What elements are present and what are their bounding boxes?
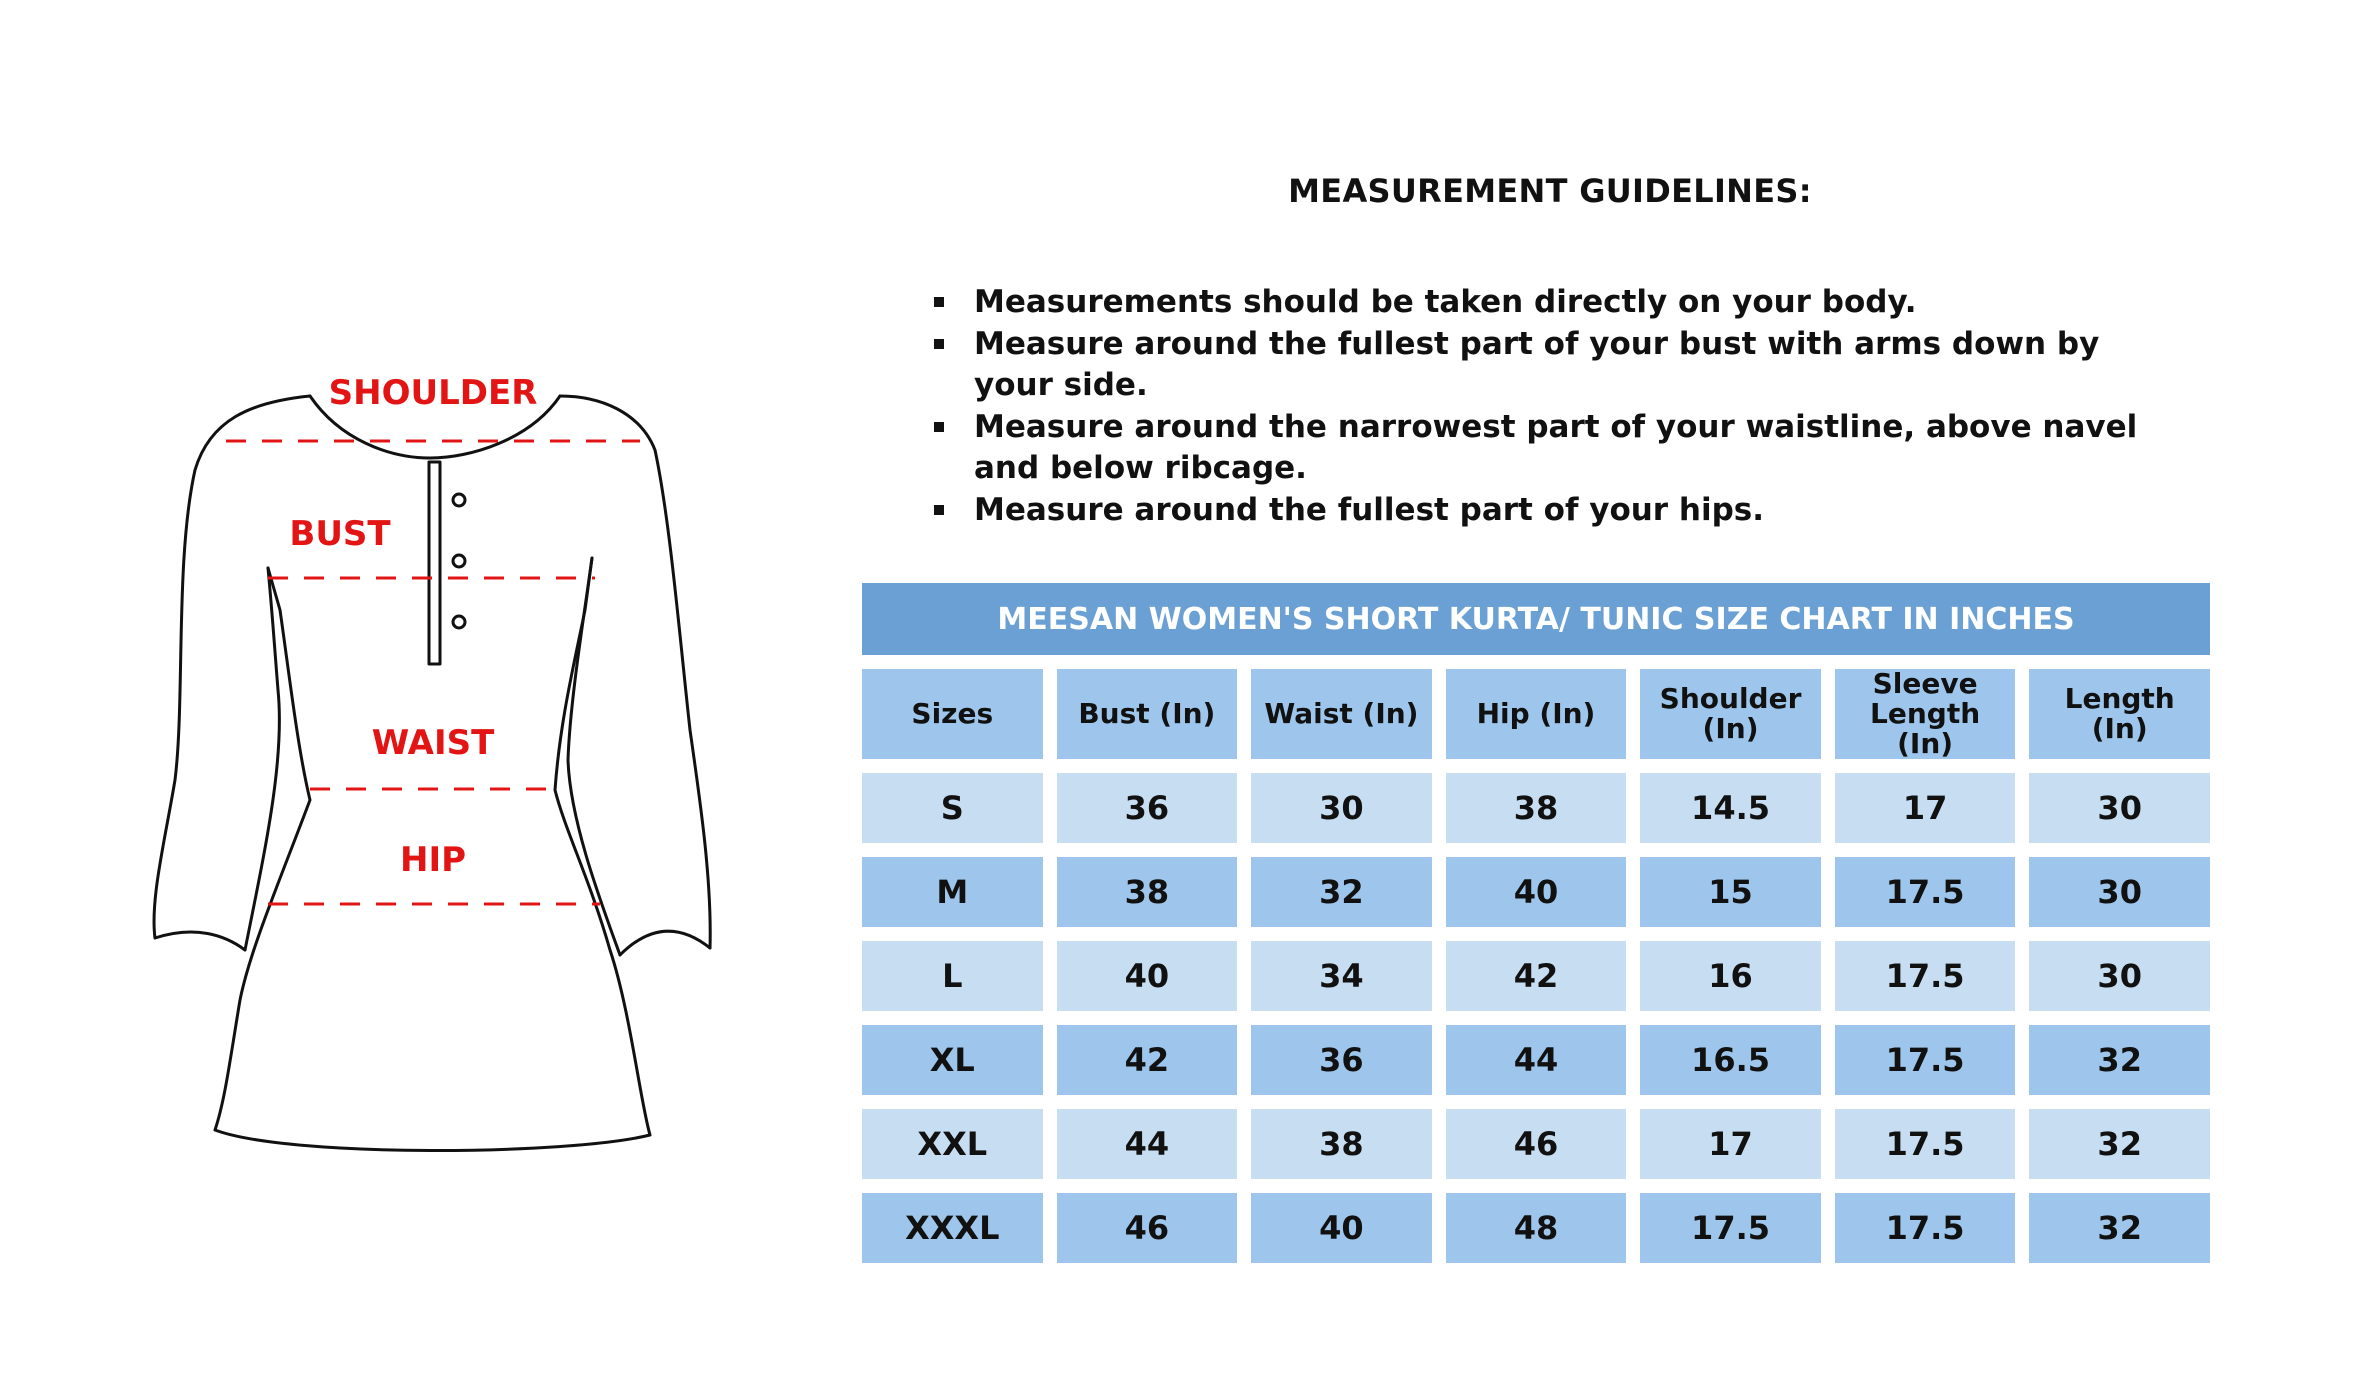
column-header: Hip (In) [1446,669,1627,759]
table-cell: 44 [1446,1025,1627,1095]
guideline-item [932,407,2172,489]
table-cell: 32 [1251,857,1432,927]
table-cell: 36 [1251,1025,1432,1095]
table-cell: 30 [2029,941,2210,1011]
table-cell: 34 [1251,941,1432,1011]
table-cell: L [862,941,1043,1011]
table-cell: 17.5 [1835,1025,2016,1095]
right-body-side [555,558,650,1135]
button [453,555,465,567]
guideline-text: Measure around the fullest part of your bust with arms down by your side. [974,326,2100,403]
table-cell: 38 [1446,773,1627,843]
kurta-diagram [0,0,760,1379]
guideline-text: Measure around the fullest part of your hips. [974,492,1765,528]
table-cell: 42 [1446,941,1627,1011]
table-cell: 40 [1057,941,1238,1011]
table-cell: 14.5 [1640,773,1821,843]
column-header: Sleeve Length (In) [1835,669,2016,759]
guideline-text: Measure around the narrowest part of your waistline, above navel and below ribcage. [974,409,2138,486]
size-chart-table [848,569,2224,1277]
guidelines-title: MEASUREMENT GUIDELINES: [1288,172,1812,210]
table-cell: 30 [2029,857,2210,927]
table-cell: 16.5 [1640,1025,1821,1095]
button [453,494,465,506]
table-cell: 17 [1640,1109,1821,1179]
table-cell: 30 [1251,773,1432,843]
bust-label: BUST [289,514,391,554]
left-cuff [155,932,245,950]
table-cell: 17.5 [1835,1109,2016,1179]
waist-label: WAIST [371,723,495,763]
table-row [862,1193,2210,1263]
table-cell: 38 [1057,857,1238,927]
table-cell: 48 [1446,1193,1627,1263]
placket [429,462,440,664]
kurta-outline-illustration [0,0,760,1379]
table-cell: 44 [1057,1109,1238,1179]
table-row [862,941,2210,1011]
table-cell: S [862,773,1043,843]
column-header: Shoulder (In) [1640,669,1821,759]
column-header: Waist (In) [1251,669,1432,759]
table-row [862,773,2210,843]
left-body-side [215,568,310,1130]
table-cell: XXL [862,1109,1043,1179]
bullet-icon [934,297,944,307]
table-cell: 30 [2029,773,2210,843]
table-cell: 36 [1057,773,1238,843]
table-cell: 40 [1446,857,1627,927]
table-cell: 15 [1640,857,1821,927]
table-cell: 32 [2029,1109,2210,1179]
table-cell: 17.5 [1640,1193,1821,1263]
bullet-icon [934,339,944,349]
guideline-item [932,324,2172,406]
table-cell: 17 [1835,773,2016,843]
table-row [862,1109,2210,1179]
table-cell: 17.5 [1835,1193,2016,1263]
table-cell: XXXL [862,1193,1043,1263]
table-cell: 40 [1251,1193,1432,1263]
table-cell: 32 [2029,1025,2210,1095]
table-cell: XL [862,1025,1043,1095]
button [453,616,465,628]
column-header: Sizes [862,669,1043,759]
right-cuff [620,931,710,955]
size-chart-title: MEESAN WOMEN'S SHORT KURTA/ TUNIC SIZE CHART IN INCHES [862,583,2210,655]
hip-label: HIP [399,840,467,880]
table-cell: 17.5 [1835,857,2016,927]
guideline-item [932,282,2172,323]
table-cell: M [862,857,1043,927]
column-header: Length (In) [2029,669,2210,759]
table-cell: 32 [2029,1193,2210,1263]
table-row [862,1025,2210,1095]
guidelines-list [932,282,2172,532]
table-cell: 38 [1251,1109,1432,1179]
table-cell: 42 [1057,1025,1238,1095]
table-cell: 46 [1446,1109,1627,1179]
column-header: Bust (In) [1057,669,1238,759]
table-cell: 16 [1640,941,1821,1011]
shoulder-label: SHOULDER [328,373,538,413]
bullet-icon [934,505,944,515]
hem [215,1130,650,1151]
table-cell: 46 [1057,1193,1238,1263]
guideline-item [932,490,2172,531]
table-cell: 17.5 [1835,941,2016,1011]
table-row [862,857,2210,927]
right-sleeve-inner [568,558,620,955]
bullet-icon [934,422,944,432]
guideline-text: Measurements should be taken directly on your body. [974,284,1917,320]
